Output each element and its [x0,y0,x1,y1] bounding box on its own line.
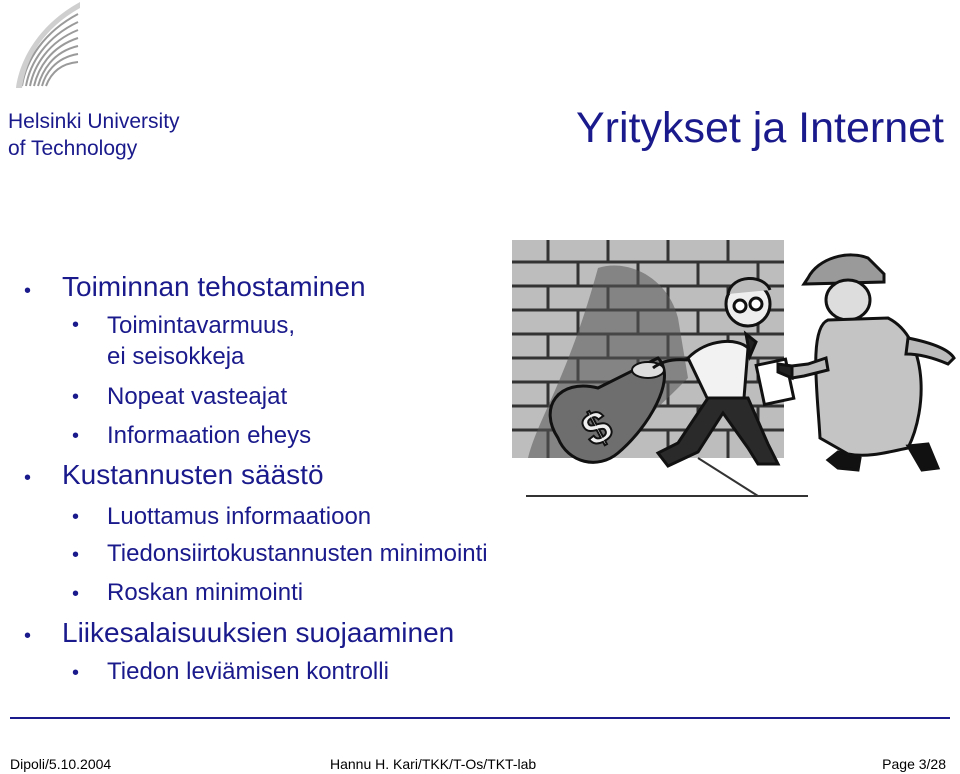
footer-author: Hannu H. Kari/TKK/T-Os/TKT-lab [330,756,537,772]
slide-title: Yritykset ja Internet [575,104,944,152]
bullet-icon: • [72,662,80,684]
bullet-icon: • [24,625,32,647]
list-item: Tiedon leviämisen kontrolli [107,658,389,685]
list-item: Luottamus informaatioon [107,503,372,530]
bullet-icon: • [72,506,80,528]
university-line2: of Technology [8,137,138,160]
list-item: Informaation eheys [107,422,312,449]
university-logo [12,2,82,90]
bullet-icon: • [72,386,80,408]
dollar-sign: $ [573,398,621,457]
list-item: Kustannusten säästö [62,459,324,490]
thief-clipart [508,238,960,500]
footer-page-number: Page 3/28 [882,756,946,772]
bullet-icon: • [72,425,80,447]
bullet-icon: • [24,467,32,489]
list-item: Nopeat vasteajat [107,383,288,410]
footer-divider [10,717,950,719]
list-item: Toimintavarmuus, [107,312,296,339]
bullet-icon: • [24,280,32,302]
university-name [8,108,180,162]
list-item: Tiedonsiirtokustannusten minimointi [107,540,488,567]
list-item-continuation: ei seisokkeja [107,343,245,370]
detective-figure [778,255,954,470]
bullet-icon: • [72,544,80,566]
bullet-icon: • [72,314,80,336]
list-item: Liikesalaisuuksien suojaaminen [62,617,455,648]
list-item: Toiminnan tehostaminen [62,271,366,302]
university-line1: Helsinki University [8,110,180,133]
list-item: Roskan minimointi [107,579,304,606]
footer-date: Dipoli/5.10.2004 [10,756,112,772]
bullet-icon: • [72,583,80,605]
